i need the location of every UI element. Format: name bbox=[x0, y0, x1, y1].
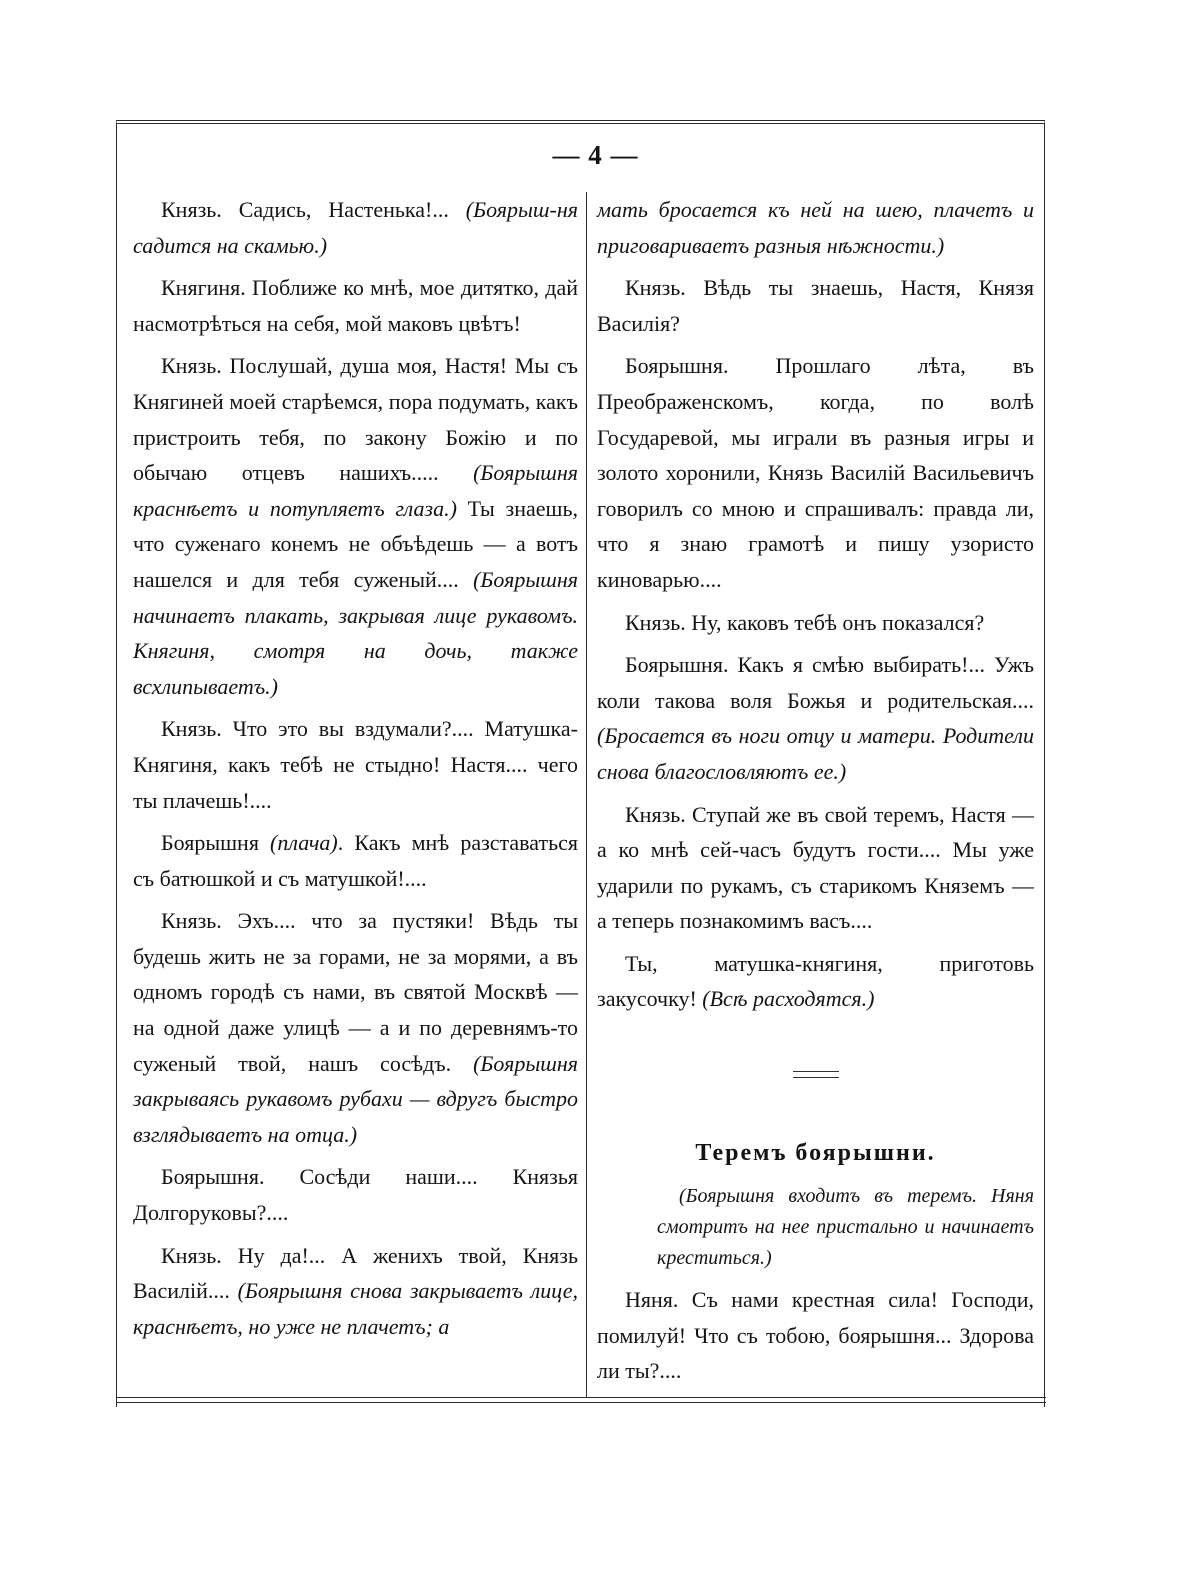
paragraph bbox=[597, 348, 1034, 597]
stage-direction: (Боярышня начинаетъ плакать, закрывая лице рукавомъ. Княгиня, смотря на дочь, также всхлипываетъ.) bbox=[133, 566, 578, 699]
section-rule bbox=[793, 1071, 839, 1078]
stage-direction: (Бросается въ ноги отцу и матери. Родители снова благословляютъ ее.) bbox=[597, 723, 1034, 784]
text-run: Князь. Ну да!... А женихъ твой, Князь Василій.... bbox=[133, 1242, 578, 1304]
paragraph bbox=[133, 192, 578, 263]
paragraph bbox=[133, 348, 578, 704]
paragraph bbox=[133, 711, 578, 818]
paragraph bbox=[597, 647, 1034, 789]
text-run: Боярышня. Какъ я смѣю выбирать!... Ужъ коли такова воля Божья и родительская.... bbox=[597, 652, 1034, 713]
paragraph bbox=[133, 270, 578, 341]
paragraph bbox=[597, 192, 1034, 263]
text-run: Князь. Ну, каковъ тебѣ онъ показался? bbox=[625, 609, 985, 635]
stage-direction: (Боярышня закрываясь рукавомъ рубахи — вдругъ быстро взглядываетъ на отца.) bbox=[133, 1050, 578, 1147]
text-run: Боярышня. Прошлаго лѣта, въ Преображенскомъ, когда, по волѣ Государевой, мы играли въ разныя игры и золото хоронили, Князь Василій Васильевичъ говорилъ со мною и спрашивалъ: правда ли, что я знаю грамотѣ и пишу узористо киноварью.... bbox=[597, 353, 1034, 592]
paragraph bbox=[597, 270, 1034, 341]
text-run: Князь. Что это вы вздумали?.... Матушка-Княгиня, какъ тебѣ не стыдно! Настя.... чего ты плачешь!.... bbox=[133, 716, 578, 813]
text-run: Князь. Послушай, душа моя, Настя! Мы съ Княгиней моей старѣемся, пора подумать, какъ пристроить тебя, по закону Божію и по обычаю отцевъ нашихъ..... bbox=[133, 353, 578, 486]
stage-direction: (Боярышня снова закрываетъ лице, краснѣетъ, но уже не плачетъ; а bbox=[133, 1278, 579, 1339]
paragraph bbox=[133, 1159, 578, 1230]
text-run: Княгиня. Поближе ко мнѣ, мое дитятко, дай насмотрѣться на себя, мой маковъ цвѣтъ! bbox=[133, 275, 578, 336]
text-run: . Какъ мнѣ разставаться съ батюшкой и съ матушкой!.... bbox=[133, 830, 579, 891]
paragraph bbox=[597, 797, 1034, 939]
text-run: Князь. Садись, Настенька!... bbox=[161, 197, 466, 222]
paragraph bbox=[597, 605, 1034, 641]
text-run: Няня. Съ нами крестная сила! Господи, помилуй! Что съ тобою, боярышня... Здорова ли ты?.... bbox=[597, 1287, 1034, 1384]
stage-direction: (плача) bbox=[270, 830, 338, 856]
text-run: Ты знаешь, что суженаго конемъ не объѣдешь — а вотъ нашелся и для тебя суженый.... bbox=[133, 495, 578, 592]
paragraph bbox=[133, 903, 578, 1152]
left-column bbox=[133, 192, 578, 1351]
stage-direction: (Боярышня краснѣетъ и потупляетъ глаза.) bbox=[133, 460, 578, 521]
page-number: — 4 — bbox=[552, 140, 639, 170]
paragraph bbox=[133, 825, 578, 896]
text-run: Князь. Эхъ.... что за пустяки! Вѣдь ты будешь жить не за горами, не за морями, а въ одномъ городѣ съ нами, въ святой Москвѣ — на одной даже улицѣ — а и по деревнямъ-то суженый твой, нашъ сосѣдъ. bbox=[133, 908, 578, 1076]
stage-direction: (Боярыш-ня садится на скамью.) bbox=[133, 197, 578, 258]
stage-direction: мать бросается къ ней на шею, плачетъ и приговариваетъ разныя нѣжности.) bbox=[597, 197, 1034, 258]
text-run: Ты, матушка-княгиня, приготовь закусочку! bbox=[597, 950, 1034, 1012]
text-run: Князь. Ступай же въ свой теремъ, Настя — а ко мнѣ сей-часъ будутъ гости.... Мы уже ударили по рукамъ, съ старикомъ Княземъ — а теперь познакомимъ васъ.... bbox=[597, 801, 1034, 934]
scene-heading: Теремъ боярышни. bbox=[695, 1140, 936, 1167]
column-divider bbox=[586, 192, 587, 1398]
right-column bbox=[597, 192, 1034, 1396]
stage-direction: (Всѣ расходятся.) bbox=[702, 986, 875, 1012]
stage-direction-block: (Боярышня входитъ въ теремъ. Няня смотритъ на нее пристально и начинаетъ креститься.) bbox=[657, 1185, 1034, 1270]
text-run: Князь. Вѣдь ты знаешь, Настя, Князя Василія? bbox=[597, 275, 1034, 336]
paragraph bbox=[597, 946, 1034, 1017]
paragraph bbox=[133, 1238, 578, 1345]
text-run: Боярышня. Сосѣди наши.... Князья Долгоруковы?.... bbox=[133, 1164, 578, 1226]
page-bottom-rule bbox=[116, 1397, 1046, 1403]
text-run: Боярышня bbox=[161, 830, 271, 856]
paragraph bbox=[597, 1282, 1034, 1389]
